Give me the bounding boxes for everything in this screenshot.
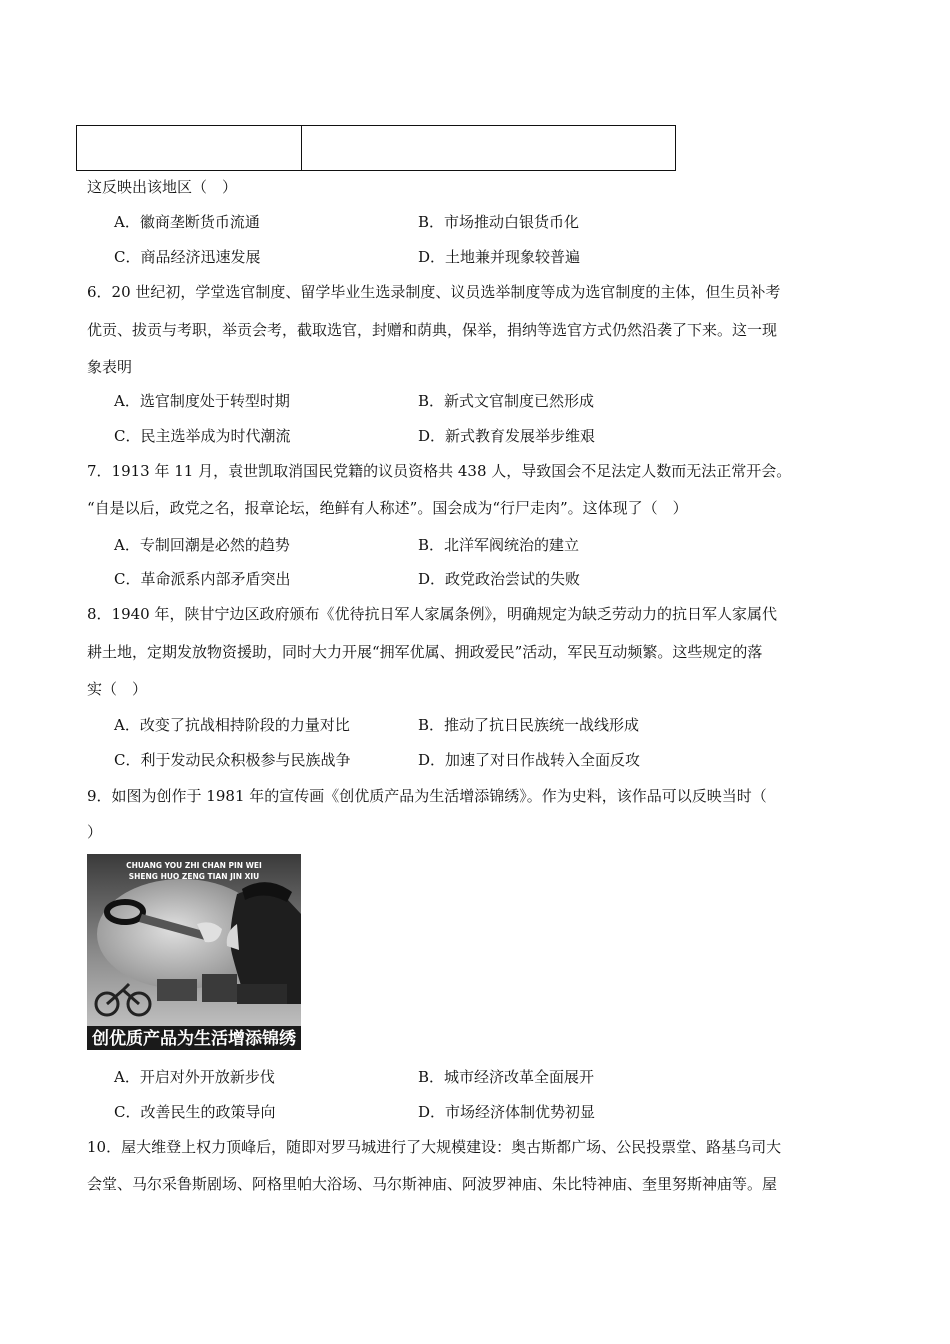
q5-option-b[interactable]: B．市场推动白银货币化: [418, 213, 580, 231]
q8-option-b[interactable]: B．推动了抗日民族统一战线形成: [418, 716, 640, 734]
q5-option-c[interactable]: C．商品经济迅速发展: [114, 248, 261, 266]
poster-pinyin-line2: SHENG HUO ZENG TIAN JIN XIU: [128, 872, 260, 881]
q8-option-c[interactable]: C．利于发动民众积极参与民族战争: [114, 751, 351, 769]
q6-option-a[interactable]: A．选官制度处于转型时期: [114, 392, 290, 410]
q7-option-c[interactable]: C．革命派系内部矛盾突出: [114, 570, 291, 588]
q6-option-b[interactable]: B．新式文官制度已然形成: [418, 392, 595, 410]
q7-stem-line2: “自是以后，政党之名，报章论坛，绝鲜有人称述”。国会成为“行尸走肉”。这体现了（ ）: [87, 499, 688, 517]
q7-stem-line1: 7．1913 年 11 月，袁世凯取消国民党籍的议员资格共 438 人，导致国会不足法定人数而无法正常开会。: [87, 462, 792, 480]
q9-option-b[interactable]: B．城市经济改革全面展开: [418, 1068, 595, 1086]
q5-option-d[interactable]: D．土地兼并现象较普遍: [418, 248, 581, 266]
poster-illustration: [87, 854, 301, 1050]
q9-option-d[interactable]: D．市场经济体制优势初显: [418, 1103, 596, 1121]
propaganda-poster-image: [87, 854, 301, 1050]
q9-stem-line1: 9．如图为创作于 1981 年的宣传画《创优质产品为生活增添锦绣》。作为史料，该作品可以反映当时（: [87, 787, 767, 805]
q5-stem-tail: 这反映出该地区（ ）: [87, 178, 238, 196]
q9-option-c[interactable]: C．改善民生的政策导向: [114, 1103, 276, 1121]
table-cell: [77, 126, 302, 170]
q8-stem-line2: 耕土地，定期发放物资援助，同时大力开展“拥军优属、拥政爱民”活动，军民互动频繁。这些规定的落: [87, 643, 763, 661]
q8-option-a[interactable]: A．改变了抗战相持阶段的力量对比: [114, 716, 350, 734]
q6-option-c[interactable]: C．民主选举成为时代潮流: [114, 427, 291, 445]
table-cell: [302, 126, 675, 170]
q6-stem-line2: 优贡、拔贡与考职，举贡会考，截取选官，封赠和荫典，保举，捐纳等选官方式仍然沿袭了下来。这一现: [87, 321, 778, 339]
poster-pinyin-line1: CHUANG YOU ZHI CHAN PIN WEI: [126, 861, 262, 870]
q6-stem-line3: 象表明: [87, 358, 133, 376]
poster-caption: 创优质产品为生活增添锦绣: [92, 1029, 296, 1049]
q7-option-b[interactable]: B．北洋军阀统治的建立: [418, 536, 580, 554]
q10-stem-line2: 会堂、马尔采鲁斯剧场、阿格里帕大浴场、马尔斯神庙、阿波罗神庙、朱比特神庙、奎里努斯神庙等。屋: [87, 1175, 778, 1193]
q9-stem-line2: ）: [87, 823, 103, 841]
q5-option-a[interactable]: A．徽商垄断货币流通: [114, 213, 260, 231]
q7-option-d[interactable]: D．政党政治尝试的失败: [418, 570, 581, 588]
q9-option-a[interactable]: A．开启对外开放新步伐: [114, 1068, 275, 1086]
answer-table: [76, 125, 676, 171]
q8-stem-line1: 8．1940 年，陕甘宁边区政府颁布《优待抗日军人家属条例》，明确规定为缺乏劳动力的抗日军人家属代: [87, 605, 777, 623]
q8-stem-line3: 实（ ）: [87, 680, 148, 698]
q6-stem-line1: 6．20 世纪初，学堂选官制度、留学毕业生选录制度、议员选举制度等成为选官制度的主体，但生员补考: [87, 283, 781, 301]
q6-option-d[interactable]: D．新式教育发展举步维艰: [418, 427, 596, 445]
q8-option-d[interactable]: D．加速了对日作战转入全面反攻: [418, 751, 641, 769]
q10-stem-line1: 10．屋大维登上权力顶峰后，随即对罗马城进行了大规模建设：奥古斯都广场、公民投票堂、路基乌司大: [87, 1138, 782, 1156]
q7-option-a[interactable]: A．专制回潮是必然的趋势: [114, 536, 290, 554]
